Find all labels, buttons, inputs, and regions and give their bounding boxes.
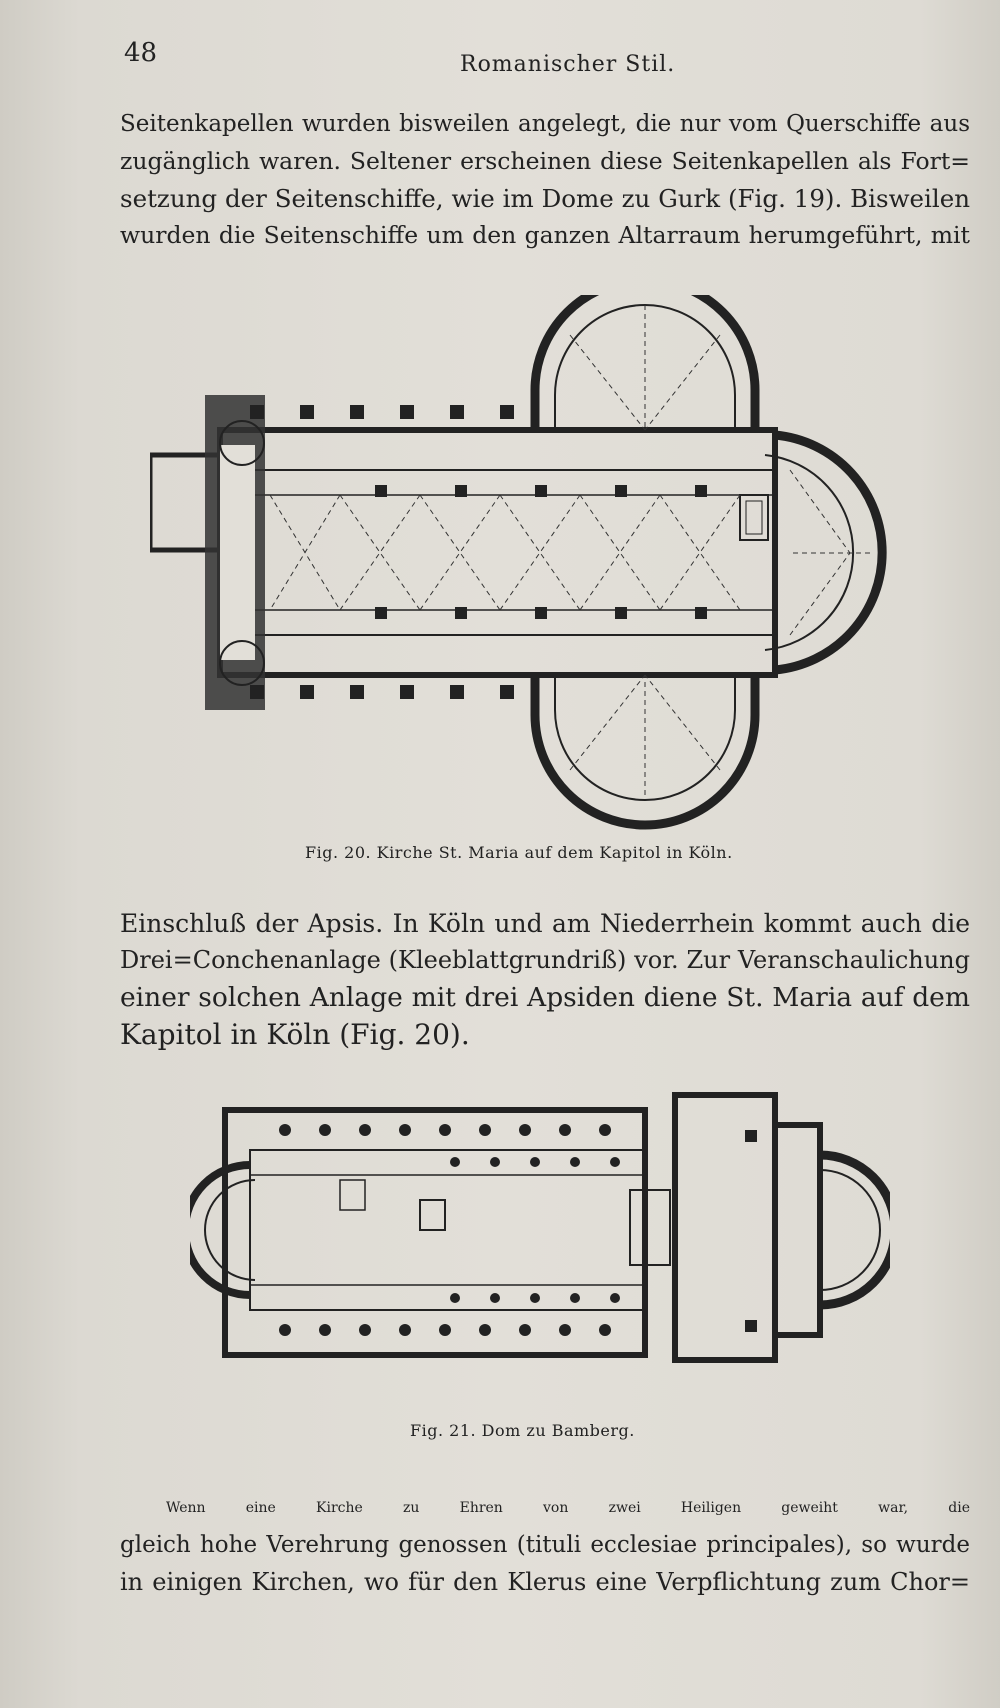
- figure-caption: Fig. 20. Kirche St. Maria auf dem Kapitol in Köln.: [305, 843, 733, 862]
- floor-plan-dom-bamberg: [190, 1090, 890, 1365]
- text-line: Kapitol in Köln (Fig. 20).: [120, 1018, 470, 1051]
- figure-caption: Fig. 21. Dom zu Bamberg.: [410, 1421, 635, 1440]
- paragraph-1: [120, 106, 970, 254]
- text-line: gleich hohe Verehrung genossen (tituli ecclesiae principales), so wurde: [120, 1532, 970, 1558]
- text-line: Einschluß der Apsis. In Köln und am Niederrhein kommt auch die: [120, 909, 970, 938]
- text-line: Drei=Conchenanlage (Kleeblattgrundriß) vor. Zur Veranschaulichung: [120, 946, 970, 974]
- text-line: Wenn eine Kirche zu Ehren von zwei Heiligen geweiht war, die: [166, 1500, 970, 1516]
- text-line: in einigen Kirchen, wo für den Klerus eine Verpflichtung zum Chor=: [120, 1568, 970, 1596]
- text-line: Seitenkapellen wurden bisweilen angelegt, die nur vom Querschiffe aus: [120, 111, 970, 137]
- text-line: einer solchen Anlage mit drei Apsiden diene St. Maria auf dem: [120, 982, 970, 1013]
- paragraph-3: [120, 1490, 970, 1601]
- running-title: Romanischer Stil.: [460, 52, 676, 77]
- floor-plan-st-maria-kapitol: [150, 295, 920, 830]
- page-number: 48: [124, 38, 158, 68]
- text-line: zugänglich waren. Seltener erscheinen diese Seitenkapellen als Fort=: [120, 147, 970, 175]
- text-line: wurden die Seitenschiffe um den ganzen Altarraum herumgeführt, mit: [120, 221, 970, 249]
- paragraph-2: [120, 905, 970, 1053]
- text-line: setzung der Seitenschiffe, wie im Dome zu Gurk (Fig. 19). Bisweilen: [120, 184, 970, 213]
